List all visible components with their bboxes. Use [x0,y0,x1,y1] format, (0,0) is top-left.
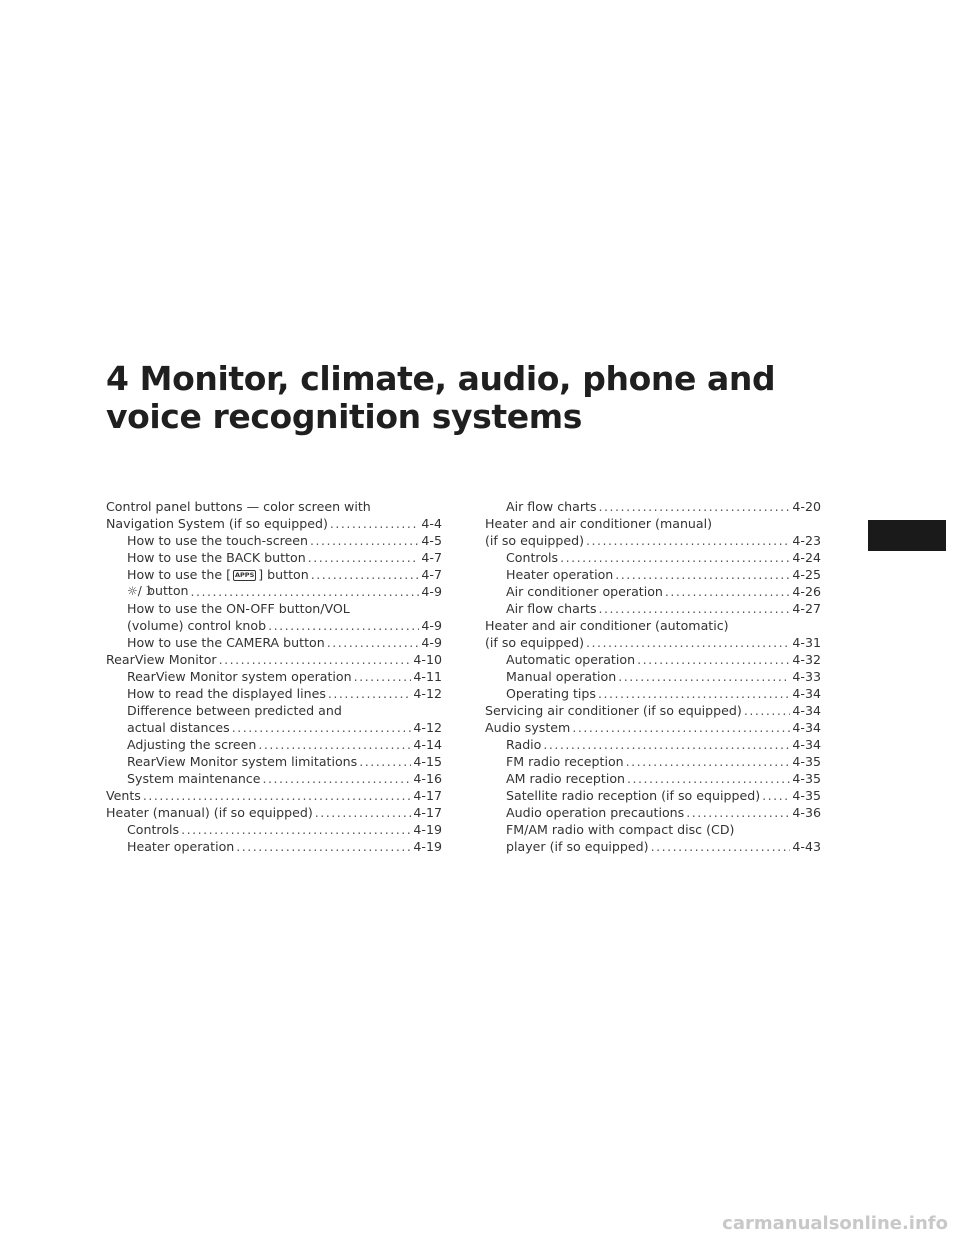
toc-page-number: 4-34 [792,703,821,718]
toc-entry-text: FM radio reception [506,754,624,769]
toc-entry-line [106,804,442,821]
toc-leader-dots [328,685,411,702]
toc-entry-text: player (if so equipped) [506,839,649,854]
toc-entry-text: Servicing air conditioner (if so equipped) [485,703,742,718]
toc-page-number: 4-15 [413,754,442,769]
toc-leader-dots [315,804,412,821]
toc-leader-dots [262,770,411,787]
toc-entry-text: FM/AM radio with compact disc (CD) [506,822,735,837]
toc-leader-dots [599,498,791,515]
toc-entry-text: Heater (manual) (if so equipped) [106,805,313,820]
toc-entry[interactable] [106,838,442,855]
toc-entry-text: Heater and air conditioner (automatic) [485,618,729,633]
toc-leader-dots [762,787,790,804]
toc-page-number: 4-34 [792,720,821,735]
toc-entry-text: How to use the CAMERA button [127,635,325,650]
toc-entry-text: Radio [506,737,542,752]
toc-entry[interactable] [106,702,442,736]
toc-entry-text: AM radio reception [506,771,626,786]
toc-page-number: 4-32 [792,652,821,667]
toc-entry-text: How to use the touch-screen [127,533,309,548]
toc-entry[interactable] [485,804,821,821]
toc-entry[interactable] [485,702,821,719]
toc-leader-dots [143,787,412,804]
toc-entry-line [127,838,442,855]
toc-page-number: 4-7 [421,550,442,565]
toc-entry-line [506,787,821,804]
toc-entry[interactable] [485,515,821,549]
toc-entry[interactable] [485,736,821,753]
toc-entry[interactable] [106,651,442,668]
toc-entry[interactable] [485,583,821,600]
toc-entry[interactable] [106,549,442,566]
toc-entry[interactable] [106,804,442,821]
toc-page-number: 4-19 [413,822,442,837]
toc-entry-line [127,583,442,600]
toc-entry-text: How to use the BACK button [127,550,306,565]
toc-leader-dots [354,668,412,685]
toc-page-number: 4-20 [792,499,821,514]
toc-entry-line [127,770,442,787]
toc-entry[interactable] [106,685,442,702]
toc-leader-dots [686,804,790,821]
toc-page-number: 4-35 [792,771,821,786]
toc-entry-line [127,634,442,651]
toc-entry-text: Adjusting the screen [127,737,257,752]
toc-leader-dots [311,566,420,583]
toc-entry-line [485,719,821,736]
toc-entry-text [127,582,189,600]
toc-entry-prefix: How to use the [ [127,567,232,582]
toc-page-number: 4-24 [792,550,821,565]
toc-entry[interactable] [485,498,821,515]
chapter-title-line-2: voice recognition systems [106,397,582,436]
toc-entry-text: Controls [506,550,559,565]
watermark: carmanualsonline.info [722,1213,948,1234]
toc-entry[interactable] [106,787,442,804]
toc-entry-line [506,651,821,668]
toc-entry-line [506,838,821,855]
toc-page-number: 4-27 [792,601,821,616]
toc-entry[interactable] [485,753,821,770]
toc-page-number: 4-17 [413,805,442,820]
toc-page-number: 4-23 [792,533,821,548]
apps-icon: APPS [235,571,255,579]
toc-entry-text: Audio system [485,720,571,735]
toc-page-number: 4-11 [413,669,442,684]
toc-entry-line [485,515,821,532]
toc-entry[interactable] [106,600,442,634]
toc-page-number: 4-33 [792,669,821,684]
toc-entry[interactable] [485,668,821,685]
chapter-title-line-1: 4 Monitor, climate, audio, phone and [106,359,776,398]
toc-entry-text: Heater operation [506,567,614,582]
toc-entry-line [485,634,821,651]
toc-entry-label: button [147,583,189,598]
toc-entry-text: System maintenance [127,771,261,786]
toc-page-number: 4-9 [421,618,442,633]
toc-entry-text: (if so equipped) [485,635,584,650]
toc-entry-text: Air flow charts [506,601,597,616]
toc-page-number: 4-5 [421,533,442,548]
toc-entry-line [485,702,821,719]
toc-leader-dots [327,634,420,651]
toc-entry[interactable] [106,566,442,583]
toc-leader-dots [330,515,420,532]
toc-entry-text: Manual operation [506,669,617,684]
toc-leader-dots [637,651,790,668]
toc-leader-dots [191,583,420,600]
toc-right-column [485,498,821,855]
toc-page-number: 4-17 [413,788,442,803]
toc-page-number: 4-36 [792,805,821,820]
toc-entry-line [127,821,442,838]
toc-entry-text: Air conditioner operation [506,584,663,599]
toc-page-number: 4-35 [792,754,821,769]
toc-entry-text: Heater and air conditioner (manual) [485,516,713,531]
toc-entry[interactable] [106,498,442,532]
toc-page-number: 4-43 [792,839,821,854]
toc-leader-dots [598,685,790,702]
toc-entry[interactable] [106,753,442,770]
toc-leader-dots [219,651,412,668]
toc-entry-line [506,668,821,685]
toc-leader-dots [268,617,419,634]
toc-page-number: 4-9 [421,584,442,599]
toc-entry-text: RearView Monitor [106,652,217,667]
toc-entry-line [506,583,821,600]
toc-leader-dots [560,549,790,566]
toc-leader-dots [308,549,420,566]
toc-page-number: 4-34 [792,737,821,752]
toc-entry-line [106,787,442,804]
toc-page-number: 4-9 [421,635,442,650]
toc-entry-line [506,566,821,583]
toc-entry-line [127,736,442,753]
toc-entry-line [506,753,821,770]
toc-entry-text: Satellite radio reception (if so equipped) [506,788,761,803]
toc-leader-dots [615,566,790,583]
toc-leader-dots [310,532,419,549]
toc-entry[interactable] [485,549,821,566]
toc-entry[interactable] [485,566,821,583]
toc-entry[interactable] [106,821,442,838]
toc-left-column [106,498,442,855]
toc-entry-text: Controls [127,822,180,837]
toc-entry-line [506,770,821,787]
toc-page-number: 4-4 [421,516,442,531]
toc-leader-dots [651,838,791,855]
toc-entry-line [127,753,442,770]
toc-entry[interactable] [485,770,821,787]
toc-page-number: 4-14 [413,737,442,752]
toc-page-number: 4-34 [792,686,821,701]
toc-entry[interactable] [106,770,442,787]
toc-entry[interactable] [485,719,821,736]
toc-entry-line [127,566,442,583]
toc-page-number: 4-35 [792,788,821,803]
toc-leader-dots [359,753,411,770]
toc-leader-dots [627,770,790,787]
day-night-icon: ☼/☽ [127,584,153,598]
toc-entry-line [127,719,442,736]
toc-entry-line [485,617,821,634]
toc-page-number: 4-16 [413,771,442,786]
toc-entry-text: Control panel buttons — color screen with [106,499,371,514]
toc-leader-dots [586,634,790,651]
toc-page-number: 4-26 [792,584,821,599]
toc-leader-dots [181,821,411,838]
toc-leader-dots [236,838,411,855]
toc-entry[interactable] [106,668,442,685]
toc-entry[interactable] [485,617,821,651]
toc-page-number: 4-12 [413,686,442,701]
toc-page-number: 4-19 [413,839,442,854]
toc-page-number: 4-25 [792,567,821,582]
toc-entry-text: Air flow charts [506,499,597,514]
toc-leader-dots [258,736,411,753]
toc-entry-line [106,515,442,532]
toc-entry-text: Audio operation precautions [506,805,685,820]
toc-entry-line [106,651,442,668]
toc-entry-line [485,532,821,549]
toc-entry-text: RearView Monitor system operation [127,669,352,684]
chapter-title [106,360,775,436]
toc-entry-line [127,685,442,702]
toc-entry-text: RearView Monitor system limitations [127,754,358,769]
toc-entry-line [506,736,821,753]
toc-entry-text: (volume) control knob [127,618,267,633]
toc-entry-text: (if so equipped) [485,533,584,548]
toc-entry-line [506,804,821,821]
toc-leader-dots [744,702,791,719]
toc-entry-line [506,685,821,702]
toc-leader-dots [626,753,791,770]
toc-entry[interactable] [485,685,821,702]
toc-entry-text: Navigation System (if so equipped) [106,516,328,531]
toc-leader-dots [586,532,790,549]
toc-entry-line [106,498,442,515]
toc-entry[interactable] [106,583,442,600]
toc-entry-line [127,668,442,685]
toc-leader-dots [618,668,790,685]
toc-entry[interactable] [106,736,442,753]
toc-entry-line [506,821,821,838]
toc-entry[interactable] [485,787,821,804]
toc-leader-dots [543,736,790,753]
toc-entry-suffix: ] button [258,567,309,582]
toc-page-number: 4-10 [413,652,442,667]
toc-entry[interactable] [106,634,442,651]
toc-entry-text: How to use the ON-OFF button/VOL [127,601,350,616]
toc-entry-line [127,549,442,566]
toc-entry[interactable] [485,600,821,617]
toc-leader-dots [665,583,790,600]
toc-leader-dots [599,600,791,617]
toc-leader-dots [232,719,412,736]
toc-entry-text: Operating tips [506,686,596,701]
toc-entry-line [127,600,442,617]
toc-entry[interactable] [485,651,821,668]
toc-entry-text: Heater operation [127,839,235,854]
toc-entry-line [127,617,442,634]
toc-page-number: 4-31 [792,635,821,650]
toc-entry[interactable] [106,532,442,549]
toc-entry-line [506,549,821,566]
toc-page-number: 4-12 [413,720,442,735]
toc-entry-text: actual distances [127,720,230,735]
toc-entry-text: How to read the displayed lines [127,686,326,701]
toc-entry-text: Vents [106,788,141,803]
toc-entry[interactable] [485,821,821,855]
chapter-tab-marker [868,520,946,551]
toc-entry-text [127,566,309,583]
toc-entry-text: Automatic operation [506,652,636,667]
toc-entry-line [506,498,821,515]
toc-page-number: 4-7 [421,567,442,582]
toc-entry-text: Difference between predicted and [127,703,342,718]
toc-entry-line [127,702,442,719]
toc-entry-line [127,532,442,549]
toc-leader-dots [572,719,790,736]
toc-entry-line [506,600,821,617]
